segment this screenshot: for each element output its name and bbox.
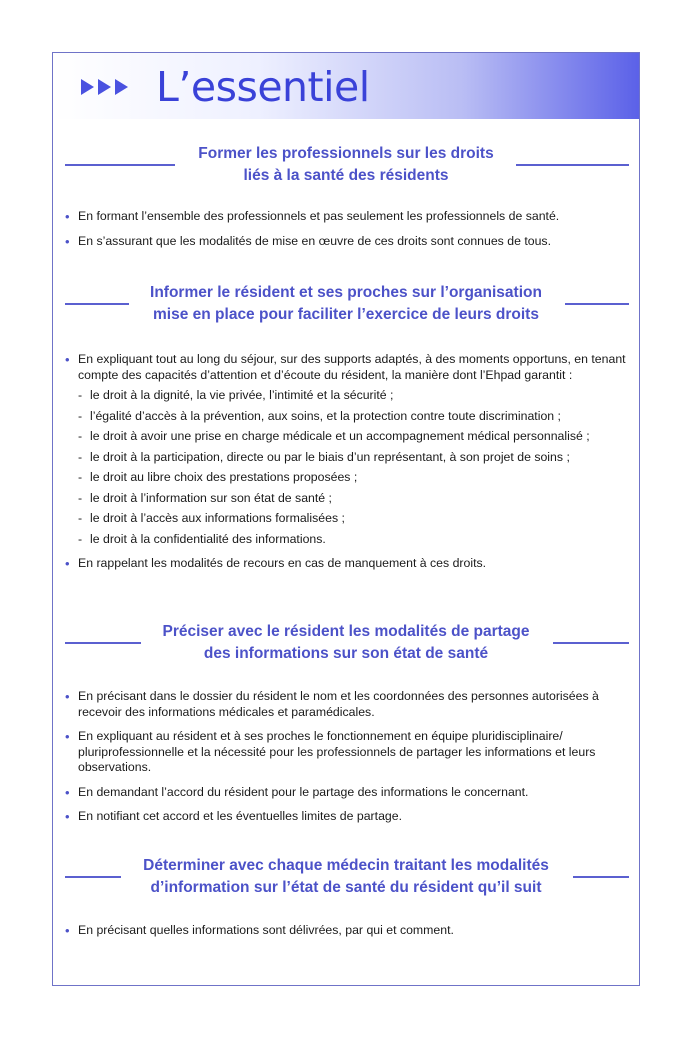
sub-list-item: - le droit au libre choix des prestations proposées ; [78,470,358,484]
title-banner [53,53,639,119]
page-title: L’essentiel [156,63,370,111]
bullet-dot-icon: • [65,556,70,571]
summary-box [52,52,640,986]
section-heading: Déterminer avec chaque médecin traitant les modalités d’information sur l’état de santé du résident qu’il suit [53,855,639,899]
section-informer [53,282,639,581]
bullet-dot-icon: • [65,689,70,704]
section-heading: Former les professionnels sur les droits liés à la santé des résidents [53,143,639,187]
list-item: • En précisant dans le dossier du résident le nom et les coordonnées des personnes autorisées à recevoir des informations médicales et paramédicales. [65,689,599,719]
sub-list-item: - le droit à l’accès aux informations formalisées ; [78,511,345,525]
list-item: • En demandant l’accord du résident pour le partage des informations le concernant. [65,784,529,800]
bullet-dot-icon: • [65,784,70,800]
bullet-dot-icon: • [65,352,70,367]
list-item: • En expliquant au résident et à ses proches le fonctionnement en équipe pluridisciplinaire/ pluriprofessionnelle et la nécessité pour les professionnels de partager les informations et leurs observations. [65,729,596,774]
section-determiner [53,855,639,948]
sub-list-item: - le droit à la confidentialité des informations. [78,531,326,546]
section-heading: Préciser avec le résident les modalités de partage des informations sur son état de santé [53,621,639,665]
section-preciser [53,621,639,834]
sub-list-item: - le droit à la participation, directe ou par le biais d’un représentant, à son projet de soins ; [78,449,570,464]
list-item: • En précisant quelles informations sont délivrées, par qui et comment. [65,923,454,938]
section-former [53,143,639,258]
sub-list-item: - le droit à avoir une prise en charge médicale et un accompagnement médical personnalisé ; [78,429,590,443]
sub-list-item: - le droit à l’information sur son état de santé ; [78,490,332,505]
sub-list-item: - l’égalité d’accès à la prévention, aux soins, et la protection contre toute discrimination ; [78,408,561,423]
list-item: • En s’assurant que les modalités de mise en œuvre de ces droits sont connues de tous. [65,233,551,249]
bullet-dot-icon: • [65,923,70,938]
section-heading: Informer le résident et ses proches sur l’organisation mise en place pour faciliter l’exercice de leurs droits [53,282,639,326]
bullet-dot-icon: • [65,209,70,224]
triple-arrow-icon [81,79,132,95]
list-item: • En rappelant les modalités de recours en cas de manquement à ces droits. [65,556,487,571]
list-item: • En expliquant tout au long du séjour, sur des supports adaptés, à des moments opportuns, en tenant compte des capacités d’attention et d’écoute du résident, la manière dont l’Ehpad garantit : - le droit à la dignité, la vie privée, l’intimité et la sécurité ; - l’égalité d’accès à la prévention, aux soins, et la protection contre toute discrimination ; - le droit à avoir une prise en charge médicale et un accompagnement médical personnalisé ; - le droit à la participation, directe ou par le biais d’un représentant, à son projet de soins ; - le droit au libre choix des prestations proposées ; - le droit à l’information sur son état de santé ; - le droit à l’accès aux informations formalisées ; - le droit à la confidentialité des informations. [53,352,639,547]
bullet-dot-icon: • [65,809,70,824]
bullet-dot-icon: • [65,233,70,249]
list-item: • En formant l’ensemble des professionnels et pas seulement les professionnels de santé. [65,209,560,224]
sub-list-item: - le droit à la dignité, la vie privée, l’intimité et la sécurité ; [78,388,394,402]
bullet-dot-icon: • [65,729,70,744]
list-item: • En notifiant cet accord et les éventuelles limites de partage. [65,809,403,824]
